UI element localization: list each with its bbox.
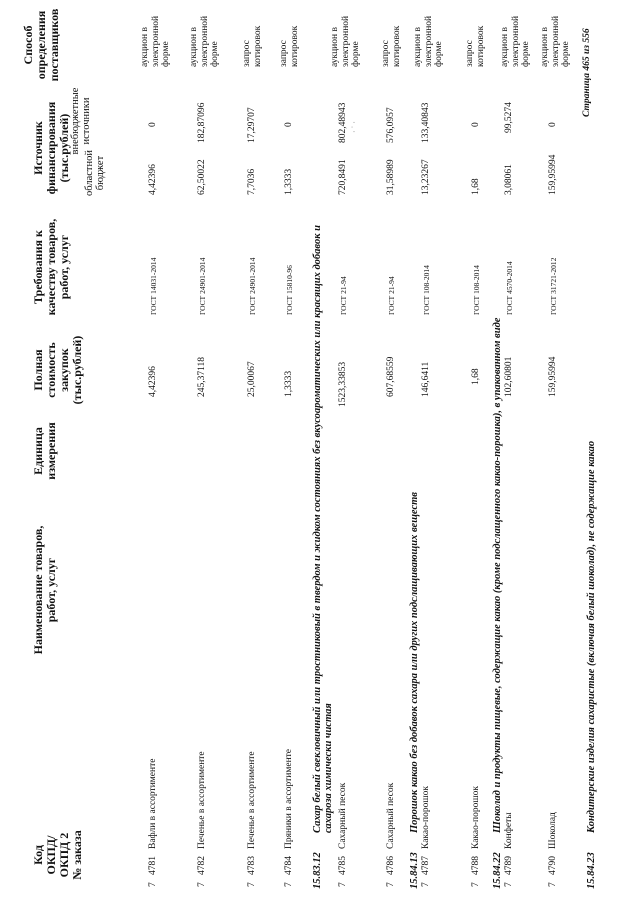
row-1-method	[140, 16, 172, 67]
row-2-regional: 62,50022	[197, 159, 207, 195]
row-1-method-line-2: электронной	[150, 15, 161, 67]
row-1-num: 7	[148, 882, 158, 887]
row-8-offbudget: 0	[471, 122, 481, 127]
row-9-offbudget: 99,5274	[504, 102, 514, 133]
header-fin-offbudget-line-1: внебюджетные	[70, 87, 81, 155]
row-3-offbudget: 17,29707	[247, 107, 257, 143]
row-8-gost: ГОСТ 108-2014	[472, 265, 481, 315]
row-2-method	[189, 16, 221, 67]
row-5-offbudget: 802,48943	[338, 102, 348, 143]
row-6-method-line-1: запрос	[381, 40, 391, 67]
header-req-line-2: качеству товаров,	[44, 218, 58, 316]
page-number: Страница 465 из 556	[582, 28, 592, 117]
row-5-regional: 720,8491	[338, 159, 348, 195]
row-10-cost: 159,95994	[548, 356, 558, 397]
row-4-num: 7	[284, 882, 294, 887]
header-method-line-1: Способ	[21, 25, 35, 65]
row-7-regional: 13,23267	[421, 159, 431, 195]
row-1-method-line-1: аукцион в	[140, 27, 150, 67]
row-3-method-line-1: запрос	[242, 40, 252, 67]
header-name-line-2: работ, услуг	[44, 557, 58, 623]
row-1-method-line-3: форме	[161, 41, 171, 67]
row-8-method-line-2: котировок	[475, 25, 486, 67]
row-10-method-line-3: форме	[561, 41, 571, 67]
row-8-code: 4788	[471, 856, 481, 875]
row-9-name: Конфеты	[504, 812, 514, 849]
header-code-line-1: Код	[31, 845, 45, 865]
row-10-gost: ГОСТ 31721-2012	[549, 257, 558, 315]
row-6-method-line-2: котировок	[391, 25, 402, 67]
row-1-code: 4781	[148, 856, 158, 875]
row-10-regional: 159,95994	[548, 154, 558, 195]
header-requirements	[32, 209, 71, 325]
row-7-code: 4787	[421, 856, 431, 875]
row-7-gost: ГОСТ 108-2014	[422, 265, 431, 315]
row-4-cost: 1,3333	[284, 370, 294, 397]
header-req-line-1: Требования к	[31, 230, 45, 304]
row-10-method	[540, 16, 572, 67]
header-unit-line-1: Единица	[31, 427, 45, 475]
row-8-num: 7	[471, 882, 481, 887]
row-4-offbudget: 0	[284, 122, 294, 127]
row-7-offbudget: 133,40843	[421, 102, 431, 143]
header-code-line-4: № заказа	[70, 830, 84, 880]
row-5-method	[330, 16, 362, 67]
row-8-name: Какао-порошок	[471, 785, 481, 849]
row-2-method-line-3: форме	[210, 41, 220, 67]
header-name-line-1: Наименование товаров,	[31, 525, 45, 655]
header-fin-offbudget-line-2: источники	[81, 97, 92, 145]
row-9-cost: 102,60801	[504, 356, 514, 397]
row-3-method	[242, 26, 263, 67]
row-4-regional: 1,3333	[284, 168, 294, 195]
header-code-line-3: ОКПД 2	[57, 832, 71, 878]
category-1-title	[312, 225, 334, 833]
row-8-method-line-1: запрос	[465, 40, 475, 67]
row-7-name: Какао-порошок	[421, 785, 431, 849]
row-5-method-line-1: аукцион в	[330, 27, 340, 67]
header-fin-line-3: (тыс.рублей)	[57, 113, 71, 183]
header-cost	[32, 327, 84, 413]
row-4-gost: ГОСТ 15810-96	[285, 265, 294, 315]
header-cost-line-4: (тыс.рублей)	[70, 335, 84, 405]
row-3-cost: 25,00067	[247, 361, 257, 397]
header-req-line-3: работ, услуг	[57, 234, 71, 300]
row-7-method-line-1: аукцион в	[413, 27, 423, 67]
header-fin-offbudget	[70, 87, 92, 155]
row-2-name: Печенье в ассортименте	[197, 751, 207, 849]
header-code	[32, 825, 84, 885]
row-1-gost: ГОСТ 14031-2014	[149, 257, 158, 315]
header-unit	[32, 415, 58, 487]
row-2-offbudget: 182,87096	[197, 102, 207, 143]
row-6-name: Сахарный песок	[386, 782, 396, 849]
row-4-method-line-2: котировок	[289, 25, 300, 67]
row-7-num: 7	[421, 882, 431, 887]
row-1-cost: 4,42396	[148, 366, 158, 397]
category-1-title-line-1: Сахар белый свекловичный или тростниковый в твердом и жидком состояниях без вкусоароматических или красящих добавок и	[312, 224, 323, 833]
row-10-code: 4790	[548, 856, 558, 875]
header-cost-line-3: закупок	[57, 348, 71, 392]
row-9-gost: ГОСТ 4570-2014	[505, 261, 514, 315]
header-fin-line-1: Источник	[31, 121, 45, 175]
row-1-regional: 4,42396	[148, 164, 158, 195]
header-fin-regional-line-2: бюджет	[95, 155, 106, 191]
category-3-code: 15.84.22	[492, 852, 503, 889]
row-4-code: 4784	[284, 856, 294, 875]
row-2-gost: ГОСТ 24901-2014	[198, 257, 207, 315]
row-4-method	[279, 26, 300, 67]
header-method-line-3: поставщиков	[47, 8, 61, 82]
row-7-method-line-2: электронной	[423, 15, 434, 67]
row-9-method-line-3: форме	[521, 41, 531, 67]
row-8-cost: 1,68	[471, 368, 481, 385]
row-10-num: 7	[548, 882, 558, 887]
category-1-code: 15.83.12	[312, 852, 323, 889]
row-10-name: Шоколад	[548, 812, 558, 849]
row-5-num: 7	[338, 882, 348, 887]
row-1-name: Вафли в ассортименте	[148, 758, 158, 849]
row-7-method	[413, 16, 445, 67]
category-2-title: Порошок какао без добавок сахара или других подслащивающих веществ	[409, 492, 420, 833]
row-9-num: 7	[504, 882, 514, 887]
row-3-num: 7	[247, 882, 257, 887]
category-2-code: 15.84.13	[409, 852, 420, 889]
row-4-method-line-1: запрос	[279, 40, 289, 67]
row-6-offbudget: 576,0957	[386, 107, 396, 143]
header-fin-regional-line-1: областной	[84, 150, 95, 196]
row-2-cost: 245,37118	[197, 356, 207, 397]
header-method-line-2: определения	[34, 10, 48, 80]
row-3-code: 4783	[247, 856, 257, 875]
row-3-name: Печенье в ассортименте	[247, 751, 257, 849]
category-1-title-line-2: сахароза химически чистая	[323, 703, 334, 833]
row-5-cost: 1523,33853	[338, 361, 348, 407]
category-4-code: 15.84.23	[586, 852, 597, 889]
row-4-name: Пряники в ассортименте	[284, 748, 294, 849]
header-cost-line-2: стоимость	[44, 342, 58, 398]
header-name	[32, 500, 58, 680]
category-4-title: Кондитерские изделия сахаристые (включая белый шоколад), не содержащие какао	[586, 440, 597, 833]
row-9-regional: 3,08061	[504, 164, 514, 195]
row-2-num: 7	[197, 882, 207, 887]
row-9-method	[500, 16, 532, 67]
row-8-method	[465, 26, 486, 67]
scan-specks: · ˙ ·	[350, 121, 359, 133]
row-5-method-line-3: форме	[351, 41, 361, 67]
header-code-line-2: ОКПД/	[44, 835, 58, 875]
row-5-code: 4785	[338, 856, 348, 875]
row-3-gost: ГОСТ 24901-2014	[248, 257, 257, 315]
row-6-method	[381, 26, 402, 67]
row-10-method-line-1: аукцион в	[540, 27, 550, 67]
row-5-name: Сахарный песок	[338, 782, 348, 849]
row-10-offbudget: 0	[548, 122, 558, 127]
header-method	[22, 3, 61, 87]
row-10-method-line-2: электронной	[550, 15, 561, 67]
row-1-offbudget: 0	[148, 122, 158, 127]
row-7-cost: 146,6411	[421, 361, 431, 397]
header-fin-line-2: финансирования	[44, 101, 58, 195]
row-6-cost: 607,68559	[386, 356, 396, 397]
category-3-title: Шоколад и продукты пищевые, содержащие какао (кроме подслащенного какао-порошка), в упакованном виде	[492, 317, 503, 833]
header-cost-line-1: Полная	[31, 349, 45, 391]
row-3-method-line-2: котировок	[252, 25, 263, 67]
row-6-regional: 31,58989	[386, 159, 396, 195]
row-7-method-line-3: форме	[434, 41, 444, 67]
row-2-method-line-2: электронной	[199, 15, 210, 67]
row-9-method-line-1: аукцион в	[500, 27, 510, 67]
row-3-regional: 7,7036	[247, 168, 257, 195]
header-financing	[32, 91, 71, 205]
row-2-method-line-1: аукцион в	[189, 27, 199, 67]
row-8-regional: 1,68	[471, 178, 481, 195]
row-6-num: 7	[386, 882, 396, 887]
row-9-method-line-2: электронной	[510, 15, 521, 67]
row-5-gost: ГОСТ 21-94	[339, 276, 348, 315]
row-5-method-line-2: электронной	[340, 15, 351, 67]
row-6-gost: ГОСТ 21-94	[387, 276, 396, 315]
header-unit-line-2: измерения	[44, 422, 58, 480]
row-9-code: 4789	[504, 856, 514, 875]
row-2-code: 4782	[197, 856, 207, 875]
row-6-code: 4786	[386, 856, 396, 875]
